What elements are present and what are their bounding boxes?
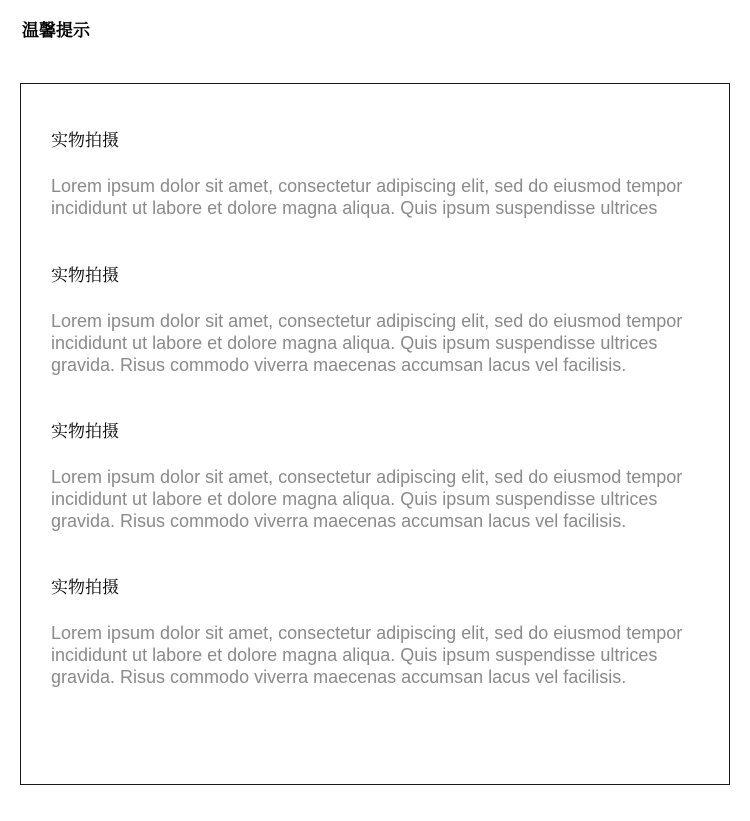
section-title: 实物拍摄 (51, 266, 119, 286)
section-title: 实物拍摄 (51, 131, 119, 151)
section-description: Lorem ipsum dolor sit amet, consectetur adipiscing elit, sed do eiusmod tempor incididunt ut labore et dolore magna aliqua. Quis ipsum suspendisse ultrices gravida. Risus commodo viverra maecenas accumsan lacus vel facilisis. (51, 623, 683, 687)
section-description: Lorem ipsum dolor sit amet, consectetur adipiscing elit, sed do eiusmod tempor incididunt ut labore et dolore magna aliqua. Quis ipsum suspendisse ultrices gravida. Risus commodo viverra maecenas accumsan lacus vel facilisis. (51, 467, 683, 531)
section-description: Lorem ipsum dolor sit amet, consectetur adipiscing elit, sed do eiusmod tempor incididunt ut labore et dolore magna aliqua. Quis ipsum suspendisse ultrices (51, 176, 683, 218)
section-title: 实物拍摄 (51, 422, 119, 442)
notice-section (51, 129, 711, 219)
notice-section (51, 264, 711, 376)
notice-box (20, 83, 730, 785)
section-title: 实物拍摄 (51, 578, 119, 598)
notice-section (51, 576, 711, 688)
notice-section (51, 420, 711, 532)
page-title: 温馨提示 (22, 21, 90, 41)
section-description: Lorem ipsum dolor sit amet, consectetur adipiscing elit, sed do eiusmod tempor incididunt ut labore et dolore magna aliqua. Quis ipsum suspendisse ultrices gravida. Risus commodo viverra maecenas accumsan lacus vel facilisis. (51, 311, 683, 375)
